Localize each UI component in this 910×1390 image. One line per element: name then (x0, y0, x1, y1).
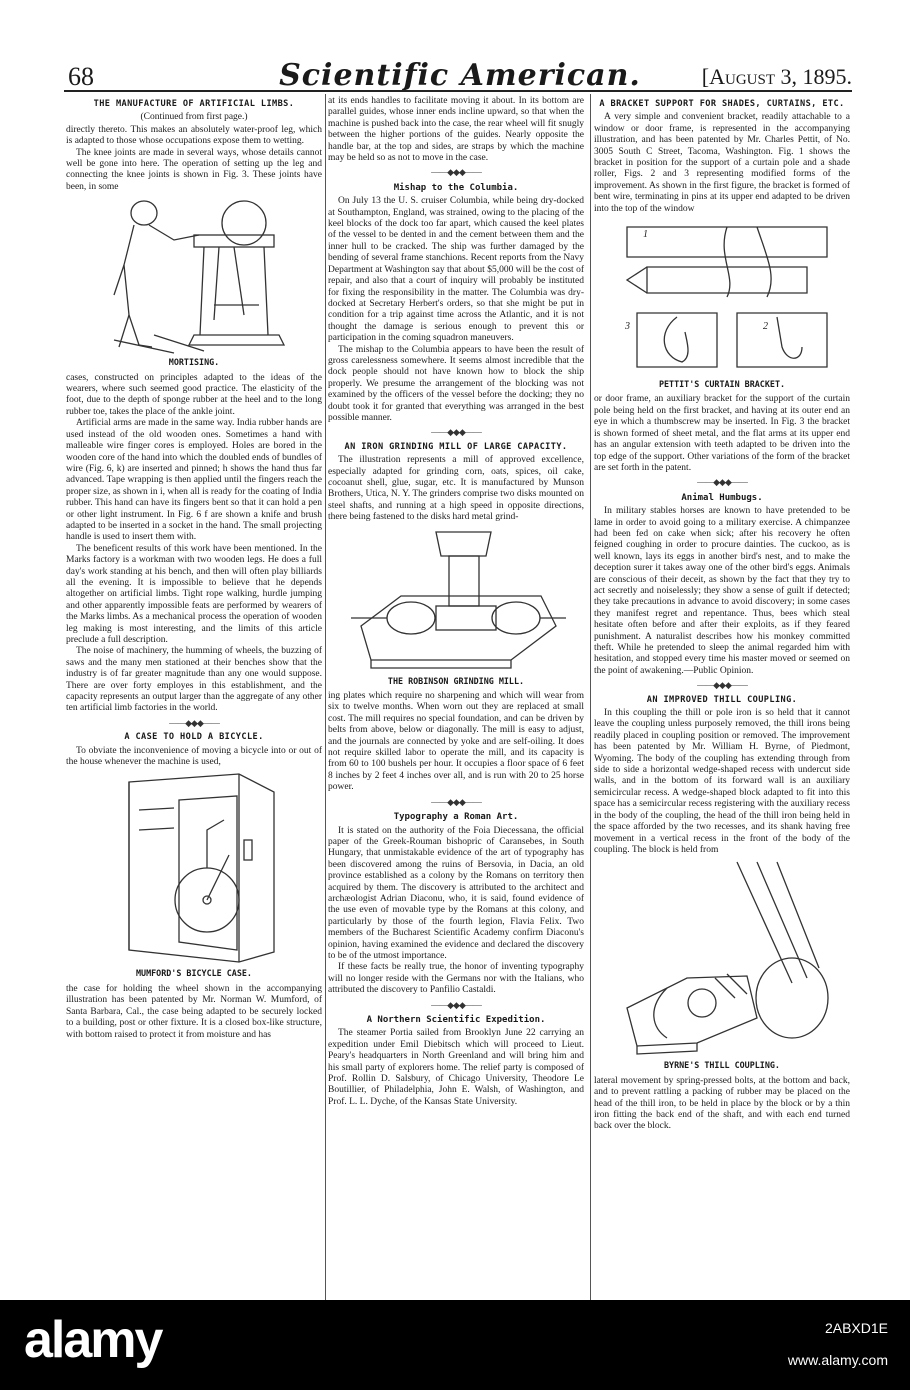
paragraph: In this coupling the thill or pole iron is so held that it cannot leave the coupling unless purposely removed, the thill irons being readily placed in coupling position or removed. The improvement has been patented by Mr. William H. Byrne, of Piedmont, Wyoming. The body of the coupling has extending through from side to side a horizontal wedge-shaped recess with undercut side walls, and in the bottom of its forward wall is an auxiliary semicircular recess. A wedge-shaped block adapted to fit into this space has a semicircular recess registering with the auxiliary recess in the body of the coupling, the head of the thill iron being held in the space afforded by the two recesses, and its shank having free movement in a vertical recess in the front of the body of the coupling. The block is held from (594, 708, 850, 855)
curtain-bracket-illustration (607, 217, 837, 377)
figure-caption: THE ROBINSON GRINDING MILL. (387, 675, 525, 686)
column-divider (325, 94, 326, 1324)
article-title: Mishap to the Columbia. (393, 182, 519, 193)
figure-caption: PETTIT'S CURTAIN BRACKET. (658, 379, 786, 390)
section-ornament: ——◆◆◆—— (431, 999, 481, 1010)
paragraph: The mishap to the Columbia appears to have been the result of gross carelessness somewhere. It seems almost incredible that the dock people should not have known how to block the ship properly. We presume the arrangement of the blocking was not examined by the officers of the vessel before the docking; they no doubt took it for granted that everything was arranged in the best possible manner. (328, 344, 584, 423)
section-ornament: ——◆◆◆—— (697, 477, 747, 488)
figure-label: 2 (763, 321, 768, 333)
section-ornament: ——◆◆◆—— (431, 796, 481, 807)
paragraph: or door frame, an auxiliary bracket for the support of the curtain pole being held on the first bracket, and having at its outer end an eye in which a thumbscrew may be inserted. In Fig. 3 the bracket is shown formed of sheet metal, and the flat arms at its upper end has an angular extension with teeth adapted to be driven into the top edge of the support. Other variations of the form of the bracket are set forth in the patent. (594, 394, 850, 473)
paragraph: The illustration represents a mill of approved excellence, especially adapted for grinding corn, oats, spices, oil cake, cocoanut shell, glue, sugar, etc. It is manufactured by Munson Brothers, Utica, N. Y. The grinders comprise two disks mounted on steel shafts, and running at a high speed in opposite directions, there being fastened to the disks hard metal grind- (328, 455, 584, 523)
section-ornament: ——◆◆◆—— (697, 680, 747, 691)
article-title: A BRACKET SUPPORT FOR SHADES, CURTAINS, ETC. (599, 99, 845, 109)
article-title: A CASE TO HOLD A BICYCLE. (124, 732, 264, 743)
watermark-banner (0, 1300, 910, 1390)
mortising-illustration (94, 195, 294, 355)
page-header (60, 58, 860, 98)
section-ornament: ——◆◆◆—— (431, 427, 481, 438)
grinding-mill-illustration (341, 526, 571, 674)
image-id: 2ABXD1E (824, 1320, 888, 1336)
figure-caption: MORTISING. (168, 357, 220, 368)
figure-label: 3 (625, 321, 630, 333)
column-2 (328, 96, 584, 1108)
paragraph: lateral movement by spring-pressed bolts, at the bottom and back, and to prevent rattling a packing of rubber may be placed on the head of the thill iron, to be held in place by the block or by a thin iron fitting the back end of the shaft, and with each end turned back over the block. (594, 1075, 850, 1132)
page-number: 68 (68, 62, 94, 91)
figure-label: 1 (643, 229, 648, 241)
site-url: www.alamy.com (787, 1352, 888, 1368)
masthead: Scientific American. (279, 58, 641, 93)
paragraph: ing plates which require no sharpening and which will wear from six to twelve months. When worn out they are replaced at small cost. The mill requires no special foundation, and can be driven by belts from above, below or diagonally. The mill is easy to adjust, and the journals are connected by yoke and are self-oiling. It does not require skilled labor to operate the mill, and its capacity is from 60 to 100 bushels per hour. It occupies a floor space of 6 feet 8 inches by 2 feet 4 inches over all, and is run with 20 to 25 horse power. (328, 691, 584, 793)
continued-note: (Continued from first page.) (140, 112, 248, 123)
thill-coupling-illustration (607, 858, 837, 1058)
issue-date: [August 3, 1895. (701, 64, 852, 89)
header-rule (64, 90, 852, 92)
paragraph: the case for holding the wheel shown in the accompanying illustration has been patented by Mr. Norman W. Mumford, of Santa Barbara, Cal., the case being adapted to be securely locked to a building, post or other fixture. It is a closed box-like structure, with bottom raised to protect it from moisture and has (66, 983, 322, 1040)
figure-caption: MUMFORD'S BICYCLE CASE. (136, 968, 252, 979)
paragraph: The beneficent results of this work have been mentioned. In the Marks factory is a workman with two wooden legs. He does a full day's work standing at his bench, and then will often play billiards all the evening. It is impossible to believe that he depends altogether on artificial limbs. Tight rope walking, hurdle jumping and other apparently impossible feats are performed by wearers of the Marks limbs. As a mechanical process the operation of wooden leg making is most interesting, and the limits of this article preclude a full description. (66, 543, 322, 645)
column-divider (590, 94, 591, 1324)
paragraph: On July 13 the U. S. cruiser Columbia, while being dry-docked at Southampton, England, was strained, owing to the placing of the keel blocks of the dock too far apart, which caused the keel plates of the vessel to be dented in and the cement between them and the inner hull to be cracked. The ship was further damaged by the bending of several frame stanchions. Recent reports from the Navy Department at Washington say that about $5,000 will be the cost of repair, and also that a court of inquiry will probably be instituted for fixing the responsibility in the matter. The Columbia was dry-docked at Secretary Herbert's orders, so that she might be put in condition for a trip against time across the Atlantic, and it is not thought the damage is serious enough to prevent this or participation in the coming squadron maneuvers. (328, 196, 584, 344)
article-title: THE MANUFACTURE OF ARTIFICIAL LIMBS. (93, 99, 295, 109)
article-title: AN IMPROVED THILL COUPLING. (646, 694, 798, 705)
figure-caption: BYRNE'S THILL COUPLING. (664, 1060, 780, 1071)
section-ornament: ——◆◆◆—— (431, 167, 481, 178)
section-ornament: ——◆◆◆—— (169, 717, 219, 728)
paragraph: To obviate the inconvenience of moving a bicycle into or out of the house whenever the machine is used, (66, 745, 322, 768)
paragraph: The noise of machinery, the humming of wheels, the buzzing of saws and the many men stationed at their benches show that the industry is of far greater magnitude than any one would suppose. There are over forty employes in this establishment, and the capacity represents an output larger than the aggregate of any other ten artificial limb factories in the world. (66, 646, 322, 714)
column-3 (594, 96, 850, 1133)
article-title: AN IRON GRINDING MILL OF LARGE CAPACITY. (344, 441, 568, 452)
article-title: A Northern Scientific Expedition. (366, 1015, 546, 1025)
paragraph: If these facts be really true, the honor of inventing typography will no longer reside with the Germans nor with the Italians, who attributed the discovery to Panfilio Castaldi. (328, 962, 584, 996)
paragraph: directly thereto. This makes an absolutely water-proof leg, which is adapted to those whose occupations expose them to wetting. (66, 124, 322, 147)
paragraph: at its ends handles to facilitate moving it about. In its bottom are parallel guides, whose inner ends incline upward, so that when the machine is pushed back into the case, the rear wheel will fit snugly between the higher portions of the guides. Nearly opposite the handle bar, at the top and sides, are straps by which the machine may be held so as not to move in the case. (328, 96, 584, 164)
paragraph: The steamer Portia sailed from Brooklyn June 22 carrying an expedition under Emil Diebitsch which will proceed to Lieut. Peary's headquarters in North Greenland and will bring him and his small party of explorers home. The relief party is composed of Prof. Rollin D. Salsbury, of Chicago University, Theodore Le Boutillier, of Philadelphia, John E. Walsh, of Washington, and Prof. L. L. Dyche, of the Kansas State University. (328, 1028, 584, 1107)
article-title: Animal Humbugs. (681, 492, 763, 503)
paragraph: It is stated on the authority of the Foia Diecessana, the official paper of the Greek-Rouman bishopric of Caransebes, in South Hungary, that unmistakable evidence of the art of typography has been discovered among the ruins of Bersovia, in Dacia, an old province established as a colony by the Romans on territory then acquired by them. The discovery is attributed to the architect and archæologist Adrian Diaconu, who, it is said, found evidence of the use even of movable type by the Romans at this colony, and particularly by those of the fourth legion, Flavia Felix. Two members of the Bucharest Scientific Academy confirm Diaconu's opinion, having examined the evidence and declared the discovery to be of the utmost importance. (328, 825, 584, 961)
bicycle-case-illustration (99, 770, 289, 966)
paragraph: In military stables horses are known to have pretended to be lame in order to avoid going to a military exercise. A chimpanzee had been fed on cake when sick; after his recovery he often feigned coughing in order to procure dainties. The cuckoo, as is well known, lays its eggs in another bird's nest, and to make the deception surer it takes away one of the other bird's eggs. Animals are conscious of their deceit, as shown by the fact that they try to act secretly and noiselessly; they show a sense of guilt if detected; they take precautions in advance to avoid discovery; in some cases they manifest regret and repentance. Thus, bees which steal hesitate often before and after their exploits, as if they feared punishment. A naturalist describes how his monkey committed theft. While he pretended to sleep the animal regarded him with hesitation, and stopped every time his master moved or seemed on the point of awakening.—Public Opinion. (594, 506, 850, 676)
paragraph: A very simple and convenient bracket, readily attachable to a window or door frame, is represented in the accompanying illustration, and has been patented by Mr. Charles Pettit, of No. 3005 South C Street, Tacoma, Washington. Fig. 1 shows the bracket in position for the support of a curtain pole and a shade roller, Figs. 2 and 3 representing modified forms of the improvement. As shown in the first figure, the bracket is formed of bent wire, terminating in pins at its upper end adapted to be driven into the top of the window (594, 112, 850, 214)
paragraph: Artificial arms are made in the same way. India rubber hands are used instead of the old wooden ones. Sometimes a hand with malleable wire finger cores is employed. Holes are bored in the wooden core of the hand into which the doubled ends of bundles of wire (Fig. 6, k) are inserted and pinned; h shows the hand thus far advanced. Tape wrapping is then applied until the fingers reach the proper size, as shown in i, when all is ready for the coating of India rubber. This hand can have its fingers bent so that it can hold a pen or other light instrument. In Fig. 6 f are shown a knife and brush adapted to be inserted in a socket in the hand. The small projecting handle is used to insert them with. (66, 418, 322, 543)
article-title: Typography a Roman Art. (393, 812, 519, 823)
column-1 (66, 96, 322, 1041)
paragraph: The knee joints are made in several ways, whose details cannot well be gone into here. The operation of setting up the leg and connecting the knee joints is shown in Fig. 3. These joints have been, in some (66, 147, 322, 192)
alamy-logo: alamy (24, 1311, 162, 1369)
paragraph: cases, constructed on principles adapted to the ideas of the wearers, where such seemed good practice. The elasticity of the foot, due to the depth of sponge rubber at the heel and to the long rubber toe, takes the place of the ankle joint. (66, 372, 322, 417)
